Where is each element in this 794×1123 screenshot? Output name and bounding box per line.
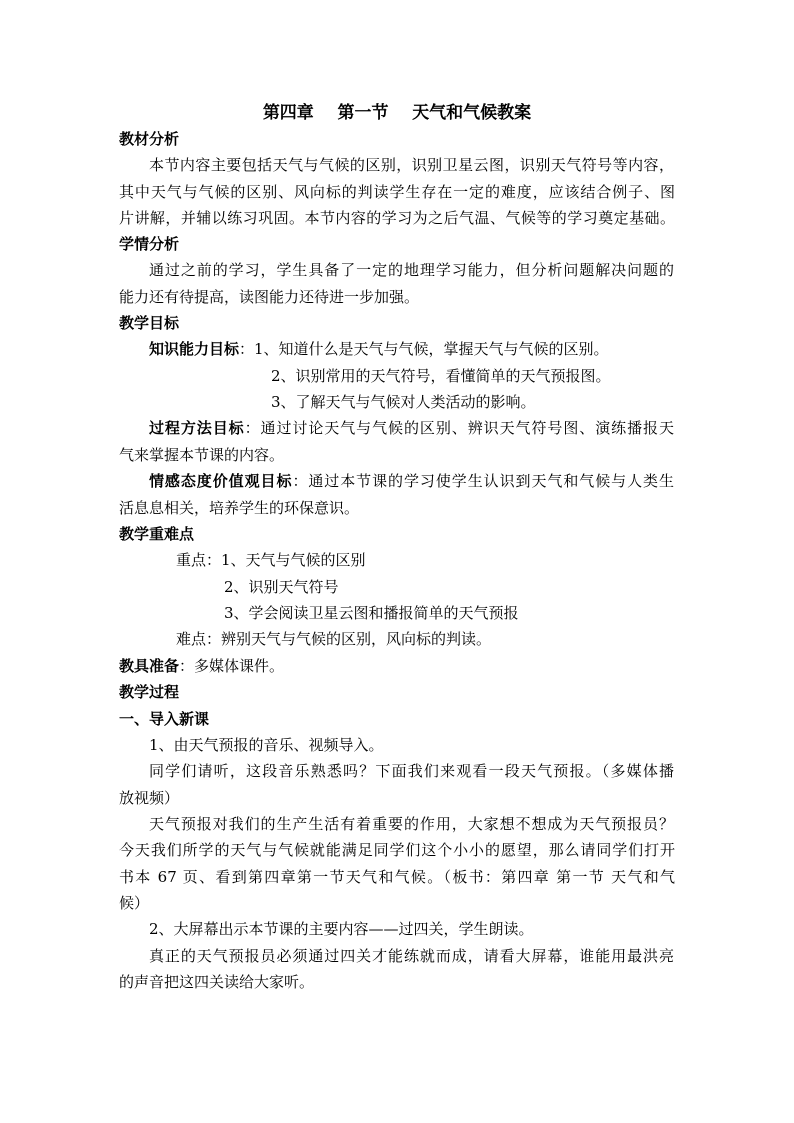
- paragraph-line: 通过之前的学习，学生具备了一定的地理学习能力，但分析问题解决问题的: [149, 261, 674, 279]
- difficulty-item: 难点：辨别天气与气候的区别，风向标的判读。: [176, 630, 492, 648]
- paragraph-line: 活息息相关，培养学生的环保意识。: [119, 499, 360, 517]
- paragraph-line: 本节内容主要包括天气与气候的区别，识别卫星云图，识别天气符号等内容，: [149, 156, 674, 174]
- heading-teaching-goals: 教学目标: [119, 314, 180, 332]
- heading-key-points: 教学重难点: [119, 525, 195, 543]
- goal-process-label: 过程方法目标: [149, 419, 245, 437]
- paragraph-line: 能力还有待提高，读图能力还待进一步加强。: [119, 288, 420, 306]
- key-point-item: 3、学会阅读卫星云图和播报简单的天气预报: [224, 604, 519, 622]
- paragraph-line: 放视频）: [119, 789, 180, 807]
- paragraph-line: 气来掌握本节课的内容。: [119, 446, 285, 464]
- paragraph-line: 1、由天气预报的音乐、视频导入。: [149, 736, 384, 754]
- goal-knowledge-text: ：1、知道什么是天气与气候，掌握天气与气候的区别。: [239, 340, 609, 358]
- paragraph-line: 其中天气与气候的区别、风向标的判读学生存在一定的难度，应该结合例子、图: [119, 183, 675, 201]
- paragraph-line: 真正的天气预报员必须通过四关才能练就而成，请看大屏幕，谁能用最洪亮: [149, 947, 674, 965]
- goal-emotion-text: ：通过本节课的学习使学生认识到天气和气候与人类生: [292, 472, 674, 490]
- subheading-intro: 一、导入新课: [119, 710, 210, 728]
- paragraph-line: 今天我们所学的天气与气候就能满足同学们这个小小的愿望，那么请同学们打开: [119, 841, 675, 859]
- goal-knowledge-item: 3、了解天气与气候对人类活动的影响。: [271, 393, 536, 411]
- tools-label: 教具准备: [119, 657, 180, 675]
- paragraph-line: 候）: [119, 894, 150, 912]
- goal-emotion-label: 情感态度价值观目标: [149, 472, 293, 490]
- paragraph-line: 的声音把这四关读给大家听。: [119, 973, 315, 991]
- goal-knowledge-line: [149, 337, 609, 361]
- page-title: 第四章 第一节 天气和气候教案: [262, 103, 532, 123]
- paragraph-line: 天气预报对我们的生产生活有着重要的作用，大家想不想成为天气预报员？: [149, 815, 674, 833]
- tools-text: ：多媒体课件。: [179, 657, 285, 675]
- paragraph-line: 同学们请听，这段音乐熟悉吗？下面我们来观看一段天气预报。（多媒体播: [149, 762, 674, 780]
- heading-material-analysis: 教材分析: [119, 130, 180, 148]
- goal-process-text: ：通过讨论天气与气候的区别、辨识天气符号图、演练播报天: [244, 419, 674, 437]
- key-point-item: 重点：1、天气与气候的区别: [176, 551, 366, 569]
- key-point-item: 2、识别天气符号: [224, 578, 339, 596]
- tools-line: [119, 654, 284, 678]
- heading-student-analysis: 学情分析: [119, 235, 180, 253]
- goal-emotion-line: [149, 469, 674, 493]
- goal-knowledge-label: 知识能力目标: [149, 340, 240, 358]
- paragraph-line: 2、大屏幕出示本节课的主要内容——过四关，学生朗读。: [149, 920, 534, 938]
- heading-teaching-process: 教学过程: [119, 683, 180, 701]
- goal-knowledge-item: 2、识别常用的天气符号，看懂简单的天气预报图。: [271, 367, 611, 385]
- goal-process-line: [149, 416, 674, 440]
- paragraph-line: 片讲解，并辅以练习巩固。本节内容的学习为之后气温、气候等的学习奠定基础。: [119, 209, 675, 227]
- paragraph-line: 书本 67 页、看到第四章第一节天气和气候。（板书：第四章 第一节 天气和气: [119, 868, 675, 886]
